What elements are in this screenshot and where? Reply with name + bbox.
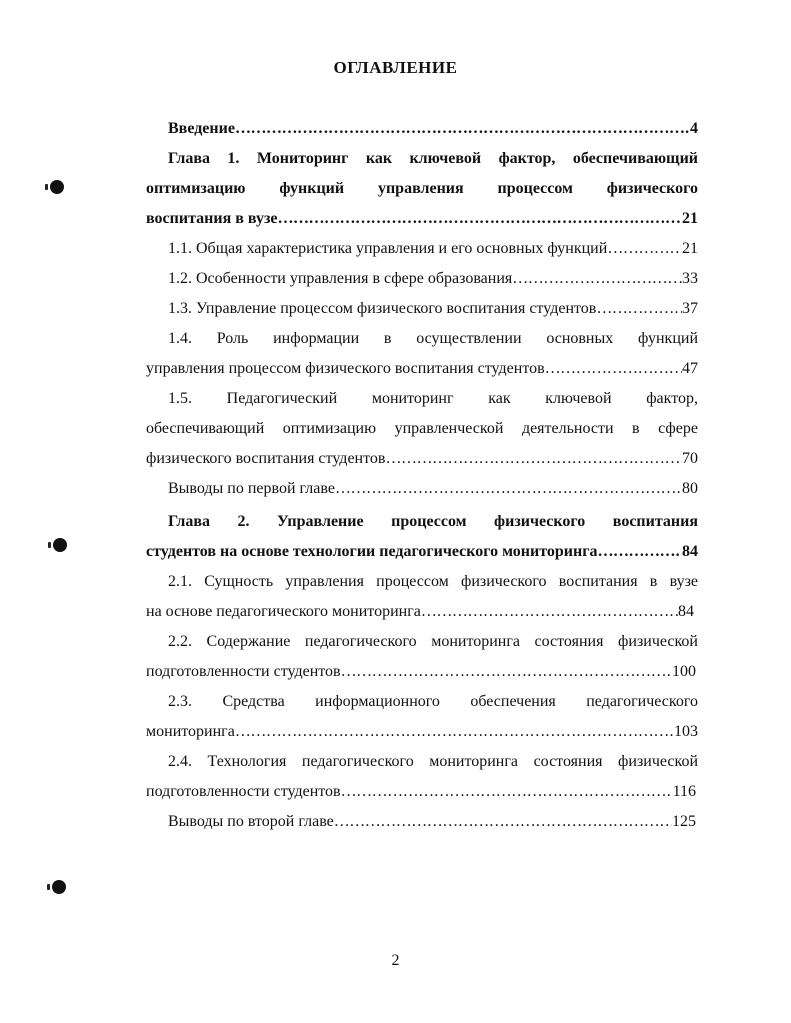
toc-entry-introduction: Введение ……………………………………………………………………………………………………………………………………………………………… 4 xyxy=(146,114,698,144)
page-title: ОГЛАВЛЕНИЕ xyxy=(333,58,458,77)
punch-hole-mark xyxy=(53,538,67,552)
toc-section-1-5-line3: физического воспитания студентов ……………………………………………………………………………………………………………………………………………………………… 70 xyxy=(146,444,698,474)
page-number: 2 xyxy=(391,952,400,969)
toc-section-2-3-line2: мониторинга ……………………………………………………………………………………………………………………………………………………………… 103 xyxy=(146,717,698,747)
toc-conclusions-chapter2: Выводы по второй главе ……………………………………………………………………………………………………………………………………………………………… 125 xyxy=(146,807,696,837)
toc-section-2-4-line2: подготовленности студентов ……………………………………………………………………………………………………………………………………………………………… 116 xyxy=(146,777,696,807)
toc-section-1-5-line1: 1.5. Педагогический мониторинг как ключевой фактор, xyxy=(168,390,698,407)
toc-section-2-1-line1: 2.1. Сущность управления процессом физического воспитания в вузе xyxy=(168,573,698,590)
toc-section-1-5-line2: обеспечивающий оптимизацию управленческой деятельности в сфере xyxy=(146,420,698,437)
toc-section-2-2-line1: 2.2. Содержание педагогического мониторинга состояния физической xyxy=(168,633,698,650)
toc-section-2-1-line2: на основе педагогического мониторинга ……………………………………………………………………………………………………………………………………………………………… 84 xyxy=(146,597,694,627)
toc-section-2-2-line2: подготовленности студентов ……………………………………………………………………………………………………………………………………………………………… 100 xyxy=(146,657,696,687)
toc-conclusions-chapter1: Выводы по первой главе ……………………………………………………………………………………………………………………………………………………………… 80 xyxy=(146,474,698,504)
punch-hole-mark xyxy=(50,180,64,194)
toc-section-1-4-line1: 1.4. Роль информации в осуществлении основных функций xyxy=(168,330,698,347)
punch-hole-mark xyxy=(52,880,66,894)
toc-section-1-1: 1.1. Общая характеристика управления и его основных функций ……………………………………………………………………………………………………………………………………………………………… 21 xyxy=(146,234,698,264)
toc-section-2-4-line1: 2.4. Технология педагогического мониторинга состояния физической xyxy=(168,753,698,770)
toc-section-1-4-line2: управления процессом физического воспитания студентов ……………………………………………………………………………………………………………………………………………………………… 47 xyxy=(146,354,698,384)
toc-chapter2-line1: Глава 2. Управление процессом физического воспитания xyxy=(168,513,698,530)
toc-chapter1-line2: оптимизацию функций управления процессом физического xyxy=(146,180,698,197)
toc-chapter1-line3: воспитания в вузе ……………………………………………………………………………………………………………………………………………………………… 21 xyxy=(146,204,698,234)
toc-section-1-3: 1.3. Управление процессом физического воспитания студентов ……………………………………………………………………………………………………………………………………………………………… 37 xyxy=(146,294,698,324)
toc-section-2-3-line1: 2.3. Средства информационного обеспечения педагогического xyxy=(168,693,698,710)
toc-chapter2-line2: студентов на основе технологии педагогического мониторинга ……………………………………………………………………………………………………………………………………………………………… 84 xyxy=(146,537,698,567)
toc-chapter1-line1: Глава 1. Мониторинг как ключевой фактор, обеспечивающий xyxy=(168,150,698,167)
toc-section-1-2: 1.2. Особенности управления в сфере образования ……………………………………………………………………………………………………………………………………………………………… 33 xyxy=(146,264,698,294)
